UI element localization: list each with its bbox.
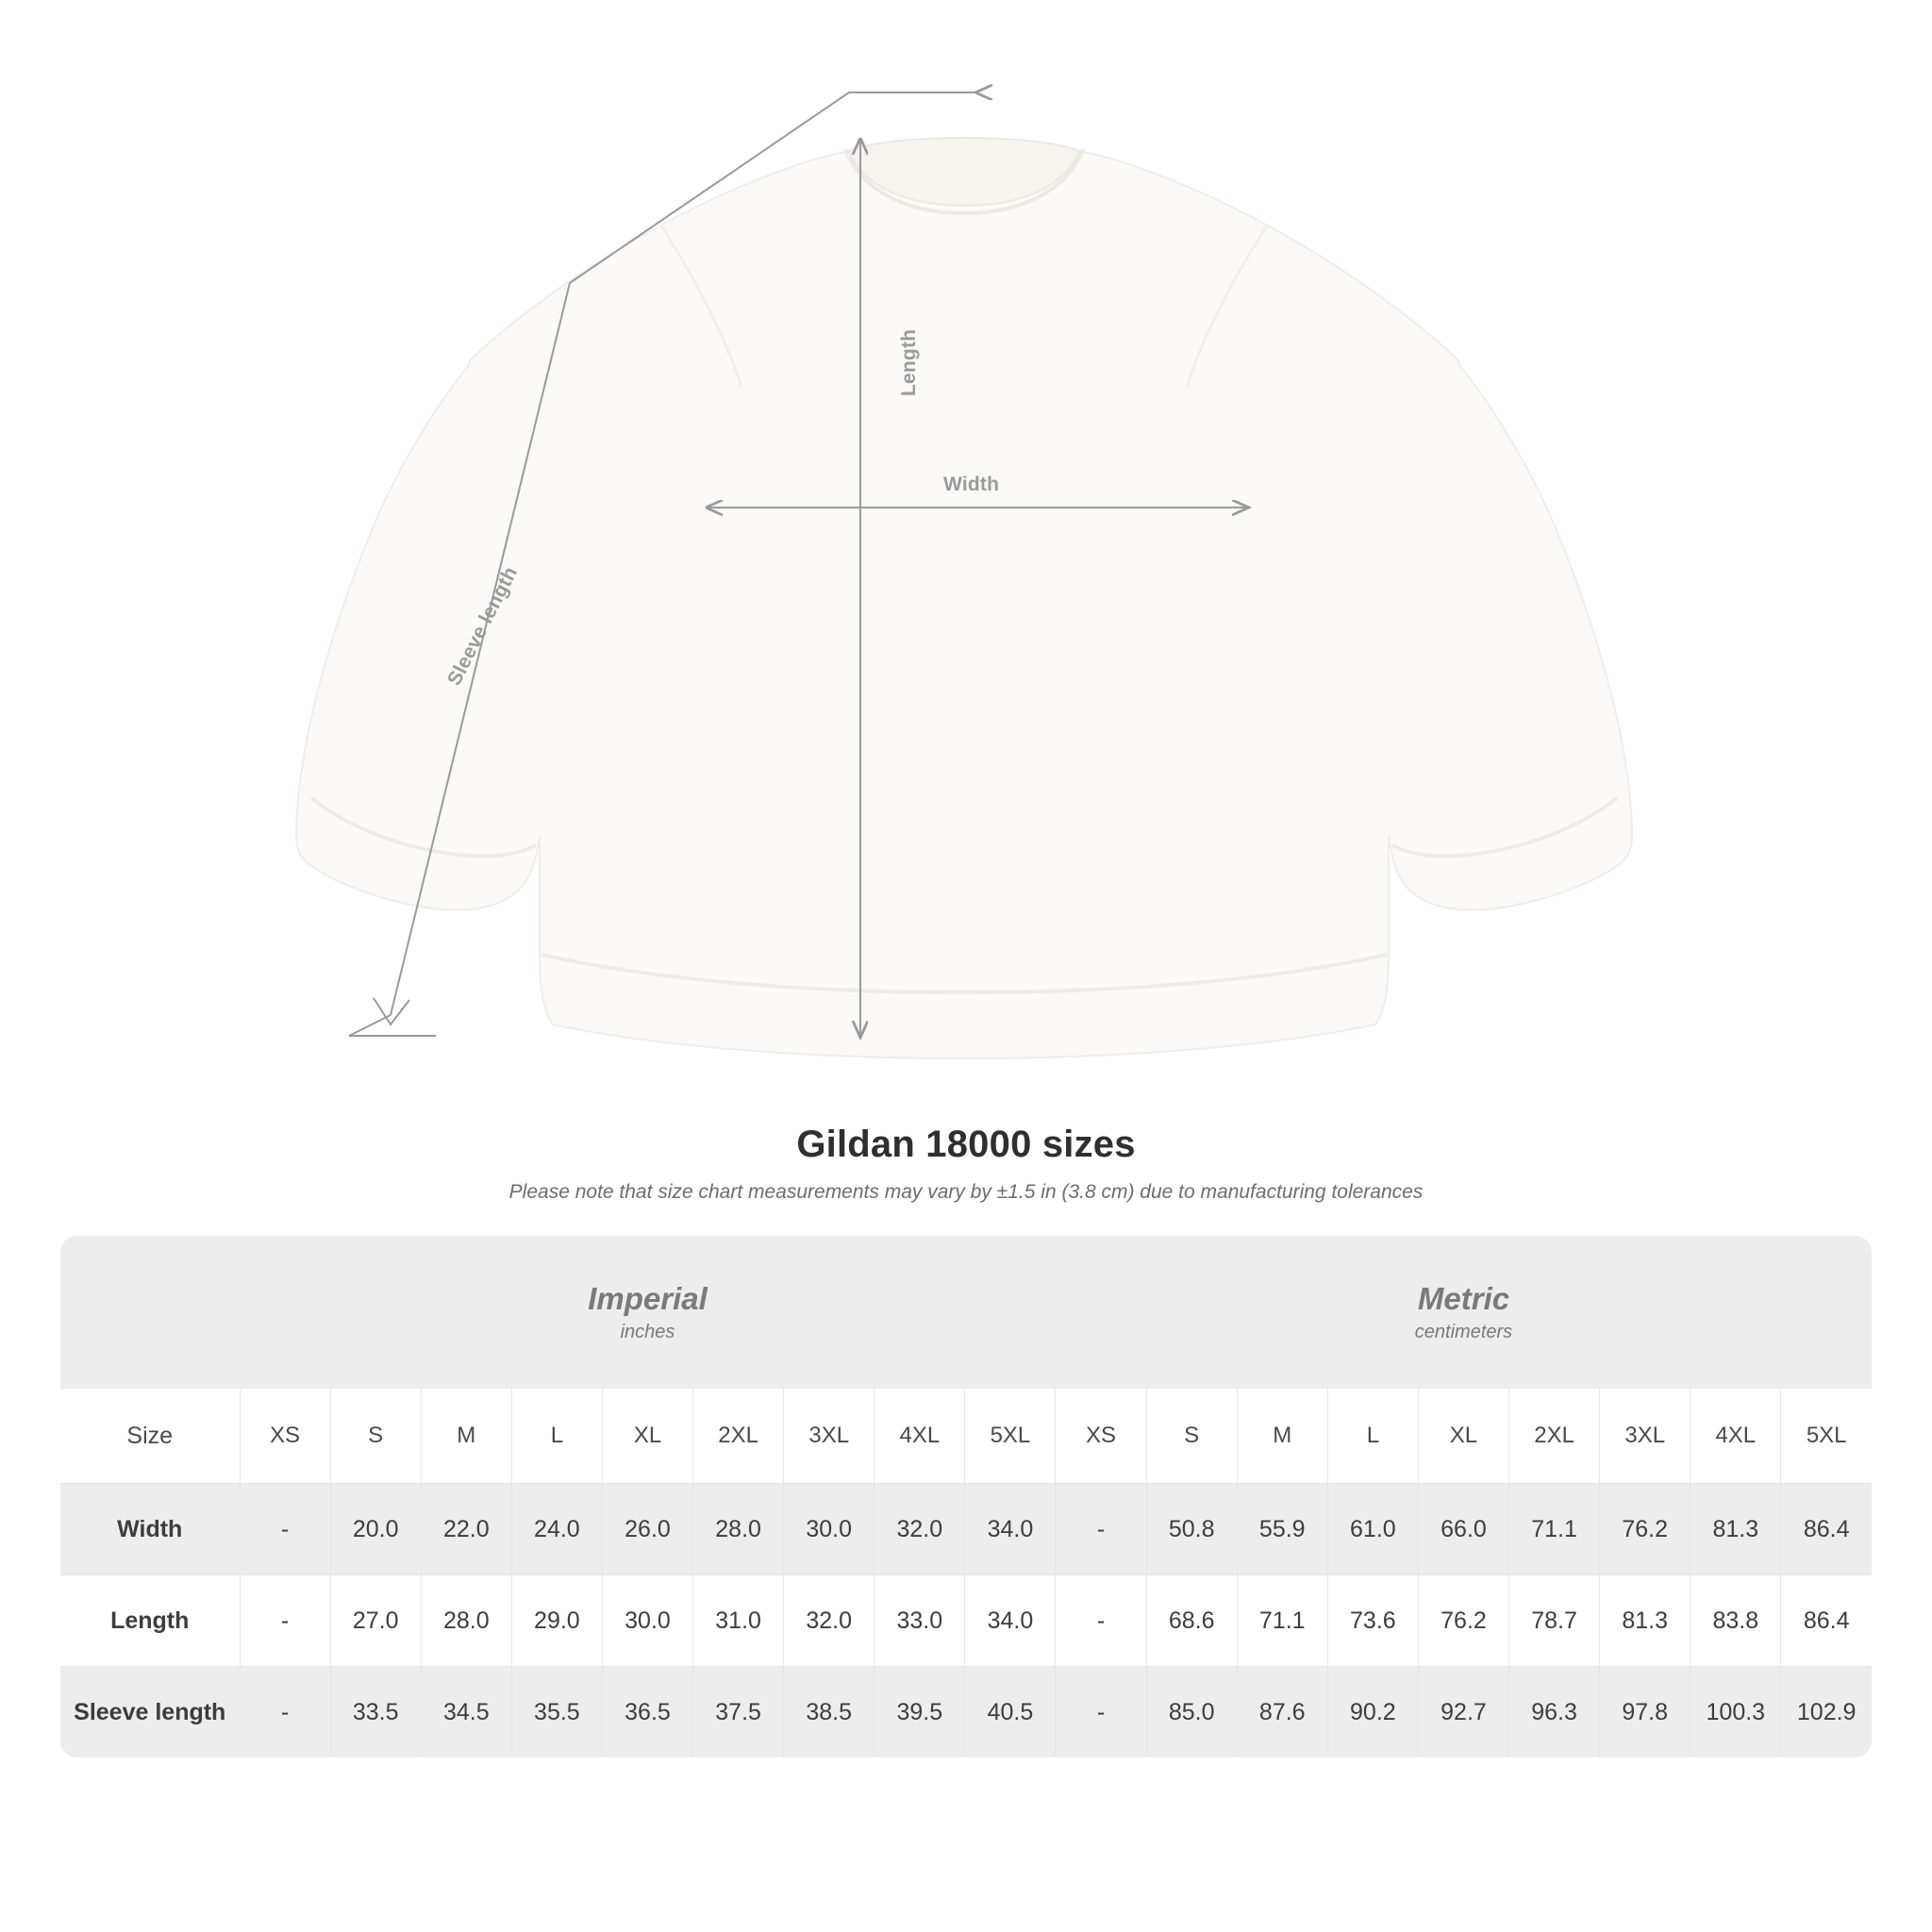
cell-r2-c12: 90.2 <box>1327 1667 1418 1758</box>
cell-r1-c0: - <box>240 1575 330 1667</box>
page-title: Gildan 18000 sizes <box>796 1124 1136 1165</box>
cell-r1-c3: 29.0 <box>511 1575 602 1667</box>
table-row <box>60 1484 1872 1575</box>
cell-r0-c17: 86.4 <box>1781 1484 1872 1575</box>
column-header-6: 3XL <box>784 1389 874 1484</box>
cell-r2-c11: 87.6 <box>1237 1667 1327 1758</box>
row-header-0: Width <box>60 1484 240 1575</box>
cell-r0-c0: - <box>240 1484 330 1575</box>
cell-r1-c12: 73.6 <box>1327 1575 1418 1667</box>
cell-r1-c8: 34.0 <box>965 1575 1056 1667</box>
row-header-1: Length <box>60 1575 240 1667</box>
cell-r2-c16: 100.3 <box>1690 1667 1781 1758</box>
column-header-9: XS <box>1056 1389 1146 1484</box>
column-header-11: M <box>1237 1389 1327 1484</box>
cell-r0-c15: 76.2 <box>1600 1484 1690 1575</box>
cell-r0-c9: - <box>1056 1484 1146 1575</box>
column-header-row <box>60 1389 1872 1484</box>
cell-r1-c10: 68.6 <box>1146 1575 1237 1667</box>
unit-sub-imperial: inches <box>620 1322 675 1343</box>
cell-r2-c17: 102.9 <box>1781 1667 1872 1758</box>
unit-title-imperial: Imperial <box>588 1280 708 1316</box>
column-header-1: S <box>330 1389 421 1484</box>
cell-r2-c14: 96.3 <box>1509 1667 1600 1758</box>
cell-r0-c8: 34.0 <box>965 1484 1056 1575</box>
cell-r0-c5: 28.0 <box>693 1484 784 1575</box>
column-header-12: L <box>1327 1389 1418 1484</box>
cell-r2-c2: 34.5 <box>421 1667 511 1758</box>
unit-header-imperial <box>240 1236 1056 1389</box>
unit-header-spacer <box>60 1236 240 1389</box>
column-header-5: 2XL <box>693 1389 784 1484</box>
unit-header-metric <box>1056 1236 1872 1389</box>
size-table-wrapper <box>60 1236 1872 1757</box>
table-row <box>60 1667 1872 1758</box>
column-header-0: XS <box>240 1389 330 1484</box>
column-header-3: L <box>511 1389 602 1484</box>
cell-r2-c0: - <box>240 1667 330 1758</box>
column-header-4: XL <box>602 1389 692 1484</box>
cell-r1-c1: 27.0 <box>330 1575 421 1667</box>
table-row <box>60 1575 1872 1667</box>
cell-r2-c3: 35.5 <box>511 1667 602 1758</box>
sleeve-dimension-foot <box>349 1015 436 1036</box>
cell-r0-c1: 20.0 <box>330 1484 421 1575</box>
cell-r2-c1: 33.5 <box>330 1667 421 1758</box>
cell-r2-c9: - <box>1056 1667 1146 1758</box>
row-header-2: Sleeve length <box>60 1667 240 1758</box>
cell-r1-c14: 78.7 <box>1509 1575 1600 1667</box>
cell-r2-c6: 38.5 <box>784 1667 874 1758</box>
cell-r1-c4: 30.0 <box>602 1575 692 1667</box>
cell-r0-c16: 81.3 <box>1690 1484 1781 1575</box>
cell-r1-c2: 28.0 <box>421 1575 511 1667</box>
cell-r1-c7: 33.0 <box>874 1575 965 1667</box>
cell-r1-c6: 32.0 <box>784 1575 874 1667</box>
cell-r1-c5: 31.0 <box>693 1575 784 1667</box>
cell-r2-c13: 92.7 <box>1418 1667 1508 1758</box>
cell-r0-c14: 71.1 <box>1509 1484 1600 1575</box>
column-header-17: 5XL <box>1781 1389 1872 1484</box>
column-header-2: M <box>421 1389 511 1484</box>
cell-r1-c17: 86.4 <box>1781 1575 1872 1667</box>
unit-title-metric: Metric <box>1417 1280 1510 1316</box>
cell-r1-c11: 71.1 <box>1237 1575 1327 1667</box>
column-header-16: 4XL <box>1690 1389 1781 1484</box>
cell-r1-c9: - <box>1056 1575 1146 1667</box>
cell-r0-c3: 24.0 <box>511 1484 602 1575</box>
unit-header-row <box>60 1236 1872 1389</box>
cell-r2-c15: 97.8 <box>1600 1667 1690 1758</box>
cell-r2-c4: 36.5 <box>602 1667 692 1758</box>
column-header-13: XL <box>1418 1389 1508 1484</box>
cell-r0-c11: 55.9 <box>1237 1484 1327 1575</box>
cell-r1-c13: 76.2 <box>1418 1575 1508 1667</box>
column-header-15: 3XL <box>1600 1389 1690 1484</box>
size-table-body <box>60 1484 1872 1758</box>
cell-r0-c13: 66.0 <box>1418 1484 1508 1575</box>
cell-r0-c6: 30.0 <box>784 1484 874 1575</box>
length-label: Length <box>898 328 920 396</box>
cell-r0-c7: 32.0 <box>874 1484 965 1575</box>
cell-r2-c7: 39.5 <box>874 1667 965 1758</box>
column-header-8: 5XL <box>965 1389 1056 1484</box>
cell-r1-c16: 83.8 <box>1690 1575 1781 1667</box>
cell-r1-c15: 81.3 <box>1600 1575 1690 1667</box>
column-header-10: S <box>1146 1389 1237 1484</box>
title-block <box>0 1124 1932 1204</box>
cell-r2-c10: 85.0 <box>1146 1667 1237 1758</box>
cell-r0-c12: 61.0 <box>1327 1484 1418 1575</box>
sleeve-length-label: Sleeve length <box>443 563 523 690</box>
column-header-14: 2XL <box>1509 1389 1600 1484</box>
tolerance-note: Please note that size chart measurements may vary by ±1.5 in (3.8 cm) due to manufacturing tolerances <box>508 1181 1424 1203</box>
cell-r2-c5: 37.5 <box>693 1667 784 1758</box>
cell-r0-c4: 26.0 <box>602 1484 692 1575</box>
width-label: Width <box>943 474 1000 495</box>
size-table <box>60 1236 1872 1757</box>
cell-r0-c10: 50.8 <box>1146 1484 1237 1575</box>
column-header-size: Size <box>60 1389 240 1484</box>
column-header-7: 4XL <box>874 1389 965 1484</box>
unit-sub-metric: centimeters <box>1414 1322 1513 1343</box>
cell-r0-c2: 22.0 <box>421 1484 511 1575</box>
cell-r2-c8: 40.5 <box>965 1667 1056 1758</box>
